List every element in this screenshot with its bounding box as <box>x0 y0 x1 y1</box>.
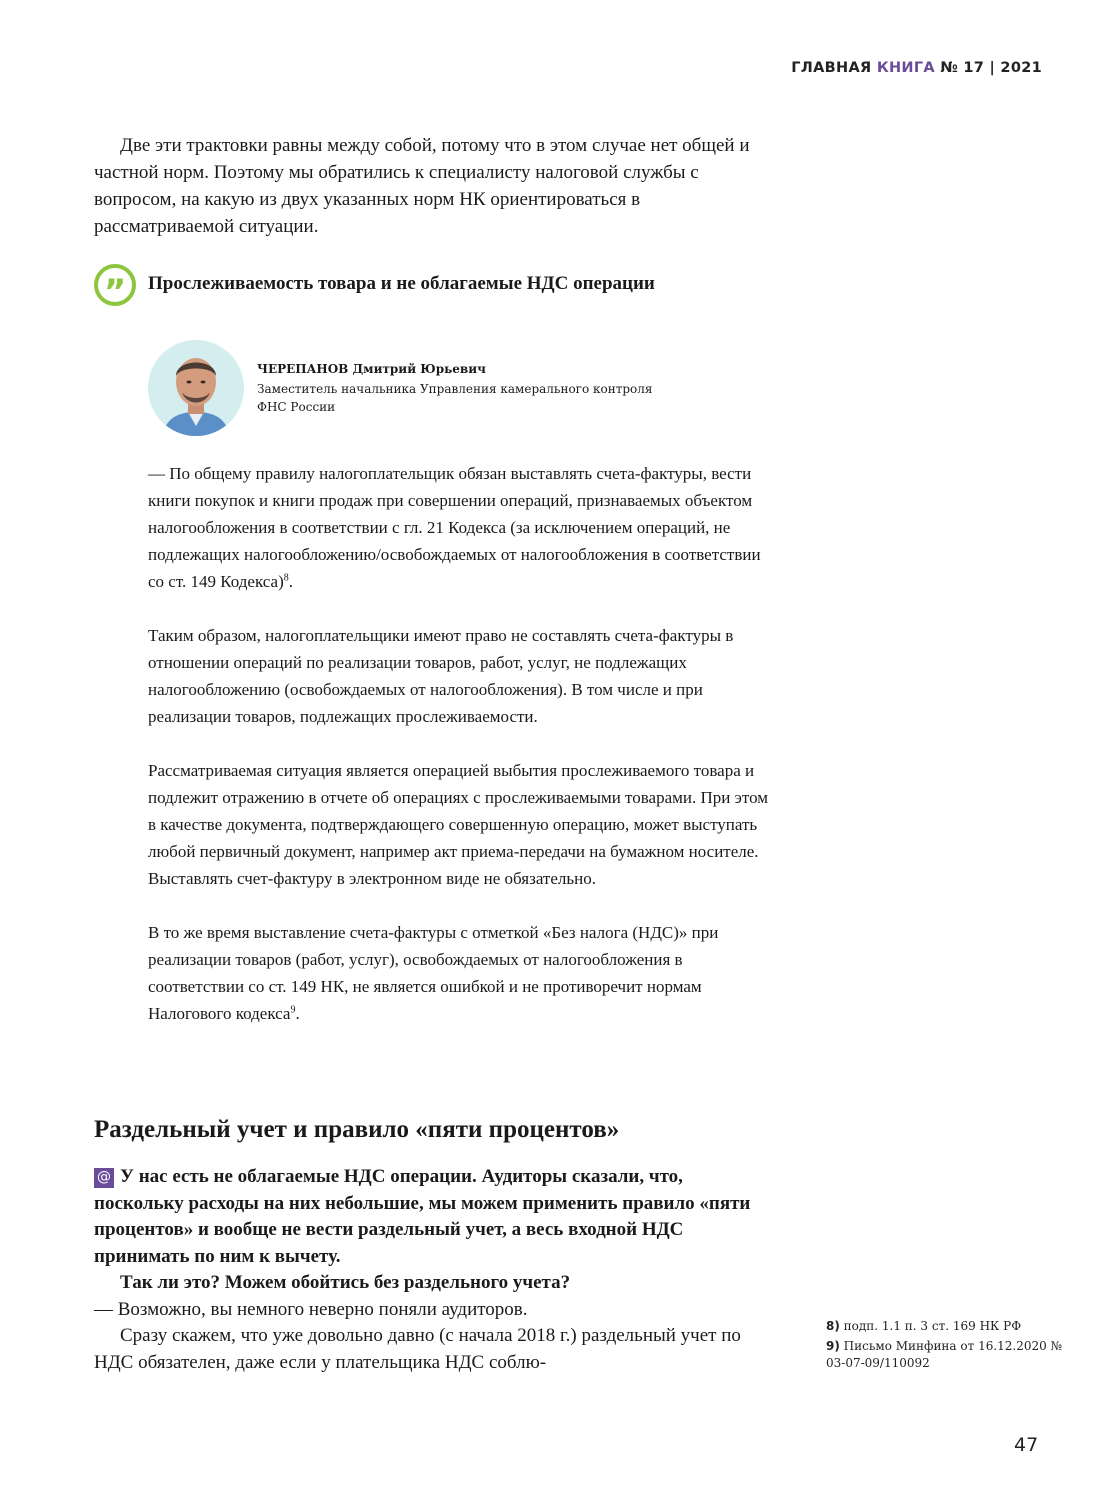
quote-title: Прослеживаемость товара и не облагаемые НДС операции <box>148 273 655 294</box>
footnote-text: Письмо Минфина от 16.12.2020 № 03-07-09/110092 <box>826 1339 1062 1370</box>
footnote-ref-8[interactable]: 8 <box>283 572 289 584</box>
question-followup: Так ли это? Можем обойтись без раздельного учета? <box>120 1272 571 1293</box>
page-number: 47 <box>1014 1434 1039 1456</box>
header-title-main: ГЛАВНАЯ <box>791 60 872 76</box>
author-role-line: ФНС России <box>257 400 336 414</box>
footnote-8 <box>826 1318 1066 1335</box>
footnote-text: подп. 1.1 п. 3 ст. 169 НК РФ <box>843 1319 1022 1333</box>
answer-paragraph-text: В то же время выставление счета-фактуры с отметкой «Без налога (НДС)» при реализации товаров (работ, услуг), освобождаемых от налогообложения в соответствии со ст. 149 НК, не является ошибкой и не противоречит нормам Налогового кодекса <box>148 923 719 1023</box>
answer-paragraph: Рассматриваемая ситуация является операцией выбытия прослеживаемого товара и подлежит отражению в отчете об операциях с прослеживаемыми товарами. При этом в качестве документа, подтверждающего совершенную операцию, может выступать любой первичный документ, например акт приема-передачи на бумажном носителе. Выставлять счет-фактуру в электронном виде не обязательно. <box>148 761 769 888</box>
question-text: У нас есть не облагаемые НДС операции. Аудиторы сказали, что, поскольку расходы на них небольшие, мы можем применить правило «пяти процентов» и вообще не вести раздельный учет, а весь входной НДС принимать по ним к вычету. <box>94 1166 751 1267</box>
author-photo <box>148 340 244 436</box>
quote-icon: ” <box>94 264 136 306</box>
footnote-ref-9[interactable]: 9 <box>290 1004 296 1016</box>
intro-text <box>94 132 774 240</box>
footnote-9 <box>826 1338 1066 1372</box>
question <box>94 1164 774 1270</box>
section-heading: Раздельный учет и правило «пяти процентов» <box>94 1116 620 1143</box>
intro-paragraph: Две эти трактовки равны между собой, потому что в этом случае нет общей и частной норм. Поэтому мы обратились к специалисту налоговой службы с вопросом, на какую из двух указанных норм НК ориентироваться в рассматриваемой ситуации. <box>94 135 750 237</box>
footnote-label: 8) <box>826 1319 840 1333</box>
expert-answer <box>148 460 773 1054</box>
answer-paragraph: В то же время выставление счета-фактуры с отметкой «Без налога (НДС)» при реализации товаров (работ, услуг), освобождаемых от налогообложения в соответствии со ст. 149 НК, не является ошибкой и не противоречит нормам Налогового кодекса$^9$. <box>148 923 719 1023</box>
header-title-accent: КНИГА <box>876 60 935 76</box>
at-icon: @ <box>94 1168 114 1188</box>
magazine-header <box>791 60 1042 76</box>
answer-line: Сразу скажем, что уже довольно давно (с начала 2018 г.) раздельный учет по НДС обязателен, даже если у плательщика НДС соблю- <box>94 1325 741 1373</box>
author-name: ЧЕРЕПАНОВ Дмитрий Юрьевич <box>257 362 486 376</box>
avatar <box>148 340 244 436</box>
footnotes <box>826 1318 1066 1375</box>
author-role <box>257 380 717 416</box>
header-issue: № 17 | 2021 <box>940 60 1042 76</box>
answer-line: — Возможно, вы немного неверно поняли аудиторов. <box>94 1298 528 1320</box>
answer-paragraph: Таким образом, налогоплательщики имеют право не составлять счета-фактуры в отношении операций по реализации товаров, работ, услуг, не подлежащих налогообложению (освобождаемых от налогообложения). В том числе и при реализации товаров, подлежащих прослеживаемости. <box>148 626 734 726</box>
answer-paragraph-text: — По общему правилу налогоплательщик обязан выставлять счета-фактуры, вести книги покупок и книги продаж при совершении операций, признаваемых объектом налогообложения в соответствии с гл. 21 Кодекса (за исключением операций, не подлежащих налогообложению/освобождаемых от налогообложения в соответствии со ст. 149 Кодекса) <box>148 464 761 591</box>
question-answer-block <box>94 1164 774 1376</box>
footnote-label: 9) <box>826 1339 840 1353</box>
author-role-line: Заместитель начальника Управления камерального контроля <box>257 382 653 396</box>
answer-paragraph: — По общему правилу налогоплательщик обязан выставлять счета-фактуры, вести книги покупок и книги продаж при совершении операций, признаваемых объектом налогообложения в соответствии с гл. 21 Кодекса (за исключением операций, не подлежащих налогообложению/освобождаемых от налогообложения в соответствии со ст. 149 Кодекса)$^8$. <box>148 464 761 591</box>
